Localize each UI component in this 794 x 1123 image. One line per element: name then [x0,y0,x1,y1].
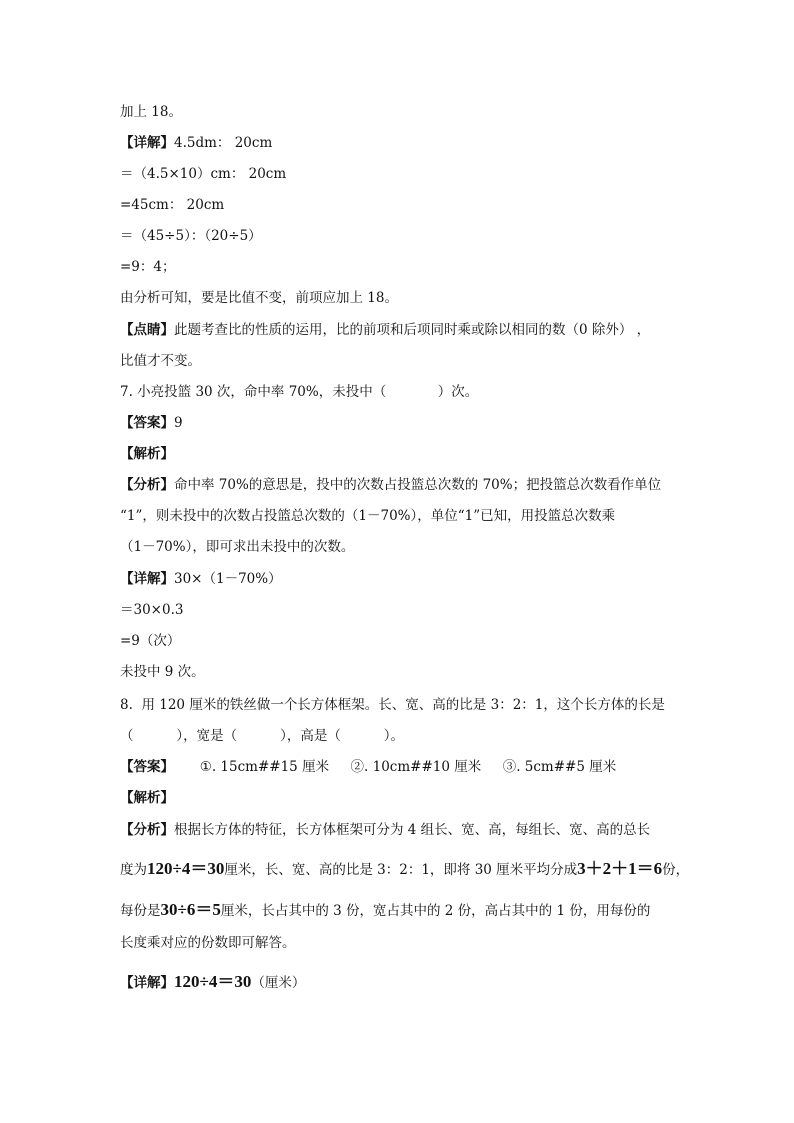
section-tag: 【解析】 [120,446,174,462]
text-line [120,351,201,371]
formula: 30÷6＝5 [160,900,221,919]
text-line [120,757,616,777]
question-7 [120,382,478,402]
line-text: （ ），宽是（ ），高是（ ）。 [120,728,404,744]
answer-text: ①. 15cm##15 厘米 ②. 10cm##10 厘米 ③. 5cm##5 厘米 [174,759,617,775]
line-text: =9：4； [120,259,176,275]
line-text: 长度乘对应的份数即可解答。 [120,935,296,951]
line-text: 厘米，长占其中的 3 份，宽占其中的 2 份，高占其中的 1 份，用每份的 [220,903,651,919]
text-line [120,320,650,340]
formula: 120÷4＝30 [147,859,225,878]
line-text: 30×（1－70%） [174,571,282,587]
line-text: 厘米，长、宽、高的比是 3：2：1，即将 30 厘米平均分成 [224,862,578,878]
line-text: 由分析可知，要是比值不变，前项应加上 18。 [120,290,398,306]
text-line [120,859,689,880]
section-tag: 【点睛】 [120,322,174,338]
line-text: 命中率 70%的意思是，投中的次数占投篮总次数的 70%；把投篮总次数看作单位 [174,477,662,493]
line-text: 4.5dm： 20cm [174,135,273,151]
line-text: （厘米） [251,975,306,991]
line-text: =9（次） [120,633,181,649]
line-text: 份， [662,862,690,878]
section-tag: 【答案】 [120,415,174,431]
section-tag: 【详解】 [120,135,174,151]
text-line [120,102,182,122]
text-line [120,475,661,495]
line-text: ＝（4.5×10）cm： 20cm [120,166,287,182]
answer-text: 9 [174,415,183,431]
section-tag: 【解析】 [120,790,174,806]
section-tag: 【详解】 [120,975,174,991]
text-line [120,506,615,526]
line-text: “1”，则未投中的次数占投篮总次数的（1－70%），单位“1”已知，用投篮总次数乘 [120,508,616,524]
line-text: ＝30×0.3 [120,602,184,618]
line-text: =45cm： 20cm [120,197,225,213]
line-text: 度为 [120,862,147,878]
formula: 3＋2＋1＝6 [577,859,663,878]
text-line [120,257,176,277]
text-line [120,600,183,620]
text-line [120,288,398,308]
text-line [120,413,183,433]
text-line [120,662,205,682]
text-line [120,569,282,589]
section-tag: 【答案】 [120,759,174,775]
section-tag: 【分析】 [120,477,174,493]
text-line [120,133,272,153]
line-text: 根据长方体的特征，长方体框架可分为 4 组长、宽、高，每组长、宽、高的总长 [174,822,651,838]
line-text: 加上 18。 [120,104,182,120]
text-line [120,726,404,746]
formula: 120÷4＝30 [174,972,252,991]
line-text: 每份是 [120,903,161,919]
text-line [120,820,650,840]
line-text: 未投中 9 次。 [120,664,205,680]
section-tag: 【分析】 [120,822,174,838]
text-line [120,444,174,464]
line-text: 此题考查比的性质的运用，比的前项和后项同时乘或除以相同的数（0 除外） ， [174,322,651,338]
text-line [120,972,305,993]
text-line [120,631,180,651]
text-line [120,788,174,808]
line-text: 比值才不变。 [120,353,201,369]
text-line [120,195,224,215]
section-tag: 【详解】 [120,571,174,587]
text-line [120,933,296,953]
question-8 [120,695,665,715]
line-text: 7. 小亮投篮 30 次，命中率 70%，未投中（ ）次。 [120,384,479,400]
text-line [120,226,262,246]
line-text: （1－70%），即可求出未投中的次数。 [120,539,355,555]
text-line [120,900,650,921]
line-text: ＝（45÷5）：（20÷5） [120,228,262,244]
text-line [120,164,286,184]
text-line [120,537,354,557]
line-text: 8. 用 120 厘米的铁丝做一个长方体框架。长、宽、高的比是 3：2：1，这个长方体的长是 [120,697,665,713]
